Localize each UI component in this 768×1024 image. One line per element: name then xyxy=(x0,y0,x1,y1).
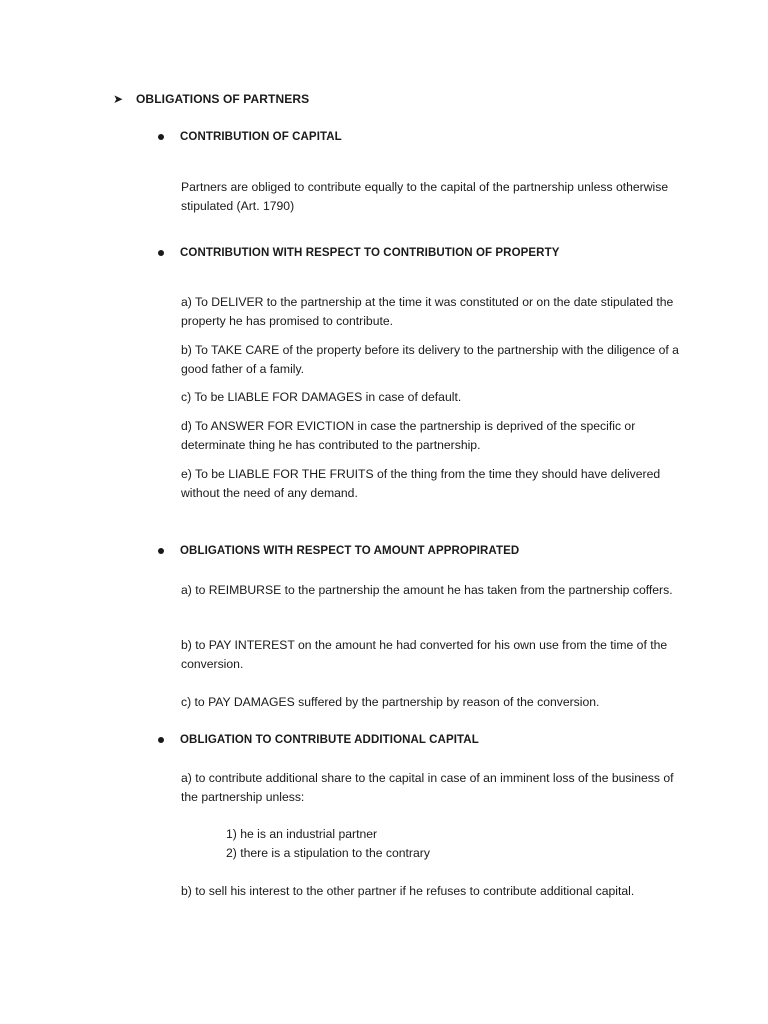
paragraph: d) To ANSWER FOR EVICTION in case the partnership is deprived of the specific or determinate thing he has contributed to the partnership. xyxy=(181,419,636,452)
section-heading-text: CONTRIBUTION OF CAPITAL xyxy=(180,131,342,143)
section-heading-text: OBLIGATIONS WITH RESPECT TO AMOUNT APPROPIRATED xyxy=(180,545,520,557)
section-heading-property xyxy=(158,247,559,259)
bullet-icon xyxy=(158,134,164,140)
section-heading-amount xyxy=(158,545,519,557)
sub-list-item: 2) there is a stipulation to the contrary xyxy=(226,846,430,860)
arrow-bullet-icon: ➤ xyxy=(113,92,124,106)
paragraph: a) To DELIVER to the partnership at the time it was constituted or on the date stipulated the property he has promised to contribute. xyxy=(181,295,674,328)
paragraph: e) To be LIABLE FOR THE FRUITS of the thing from the time they should have delivered without the need of any demand. xyxy=(181,467,661,500)
paragraph: b) To TAKE CARE of the property before its delivery to the partnership with the diligence of a good father of a family. xyxy=(181,343,679,376)
paragraph: b) to PAY INTEREST on the amount he had converted for his own use from the time of the conversion. xyxy=(181,638,668,671)
paragraph: c) To be LIABLE FOR DAMAGES in case of default. xyxy=(181,390,462,404)
section-heading-text: CONTRIBUTION WITH RESPECT TO CONTRIBUTION OF PROPERTY xyxy=(180,247,560,259)
bullet-icon xyxy=(158,250,164,256)
section-heading-capital xyxy=(158,131,342,143)
paragraph: b) to sell his interest to the other partner if he refuses to contribute additional capital. xyxy=(181,884,635,898)
paragraph: a) to REIMBURSE to the partnership the amount he has taken from the partnership coffers. xyxy=(181,583,673,597)
sub-list-item: 1) he is an industrial partner xyxy=(226,827,378,841)
bullet-icon xyxy=(158,737,164,743)
section-heading-text: OBLIGATION TO CONTRIBUTE ADDITIONAL CAPITAL xyxy=(180,734,479,746)
paragraph: Partners are obliged to contribute equally to the capital of the partnership unless otherwise stipulated (Art. 1790) xyxy=(181,180,669,213)
section-heading-additional-capital xyxy=(158,734,479,746)
paragraph: c) to PAY DAMAGES suffered by the partnership by reason of the conversion. xyxy=(181,695,600,709)
paragraph: a) to contribute additional share to the capital in case of an imminent loss of the business of the partnership unless: xyxy=(181,771,674,804)
sub-list xyxy=(226,825,430,863)
bullet-icon xyxy=(158,548,164,554)
main-heading-text: OBLIGATIONS OF PARTNERS xyxy=(136,92,310,106)
main-heading xyxy=(113,92,309,106)
